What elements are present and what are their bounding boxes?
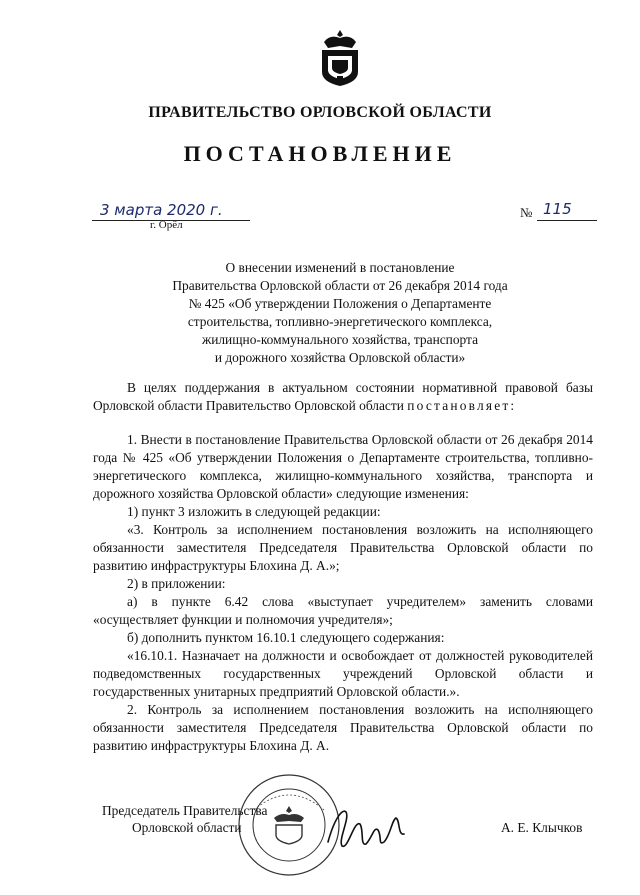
item-1-1-text: «3. Контроль за исполнением постановления возложить на исполняющего обязанности заместителя Председателя Правительства Орловской области по развитию инфраструктуры Блохина Д. А.»;	[93, 522, 593, 573]
signatory-title-line2: Орловской области	[132, 820, 242, 835]
organization-name: ПРАВИТЕЛЬСТВО ОРЛОВСКОЙ ОБЛАСТИ	[148, 104, 492, 121]
subject-line: Правительства Орловской области от 26 декабря 2014 года	[172, 278, 508, 293]
item-1-2-b: б) дополнить пунктом 16.10.1 следующего содержания:	[127, 630, 445, 645]
item-1-2-b-text: «16.10.1. Назначает на должности и освобождает от должностей руководителей подведомственных государственных учреждений Орловской области и государственных унитарных предприятий Орловской области.».	[93, 648, 593, 699]
subject-line: и дорожного хозяйства Орловской области»	[214, 350, 466, 365]
subject-line: жилищно-коммунального хозяйства, транспорта	[201, 332, 479, 347]
document-body	[93, 379, 593, 755]
subject-line: строительства, топливно-энергетического комплекса,	[187, 314, 493, 329]
preamble-text: В целях поддержания в актуальном состоянии нормативной правовой базы Орловской области Правительство Орловской области	[93, 380, 593, 413]
handwritten-number: 115	[543, 200, 572, 218]
document-type-title: ПОСТАНОВЛЕНИЕ	[183, 141, 457, 166]
item-1-2: 2) в приложении:	[127, 576, 226, 591]
coat-of-arms-emblem	[318, 28, 362, 88]
item-2: 2. Контроль за исполнением постановления возложить на исполняющего обязанности заместителя Председателя Правительства Орловской области по развитию инфраструктуры Блохина Д. А.	[93, 702, 593, 753]
paragraph-gap	[93, 415, 593, 431]
subject-line: № 425 «Об утверждении Положения о Департаменте	[188, 296, 492, 311]
item-1-2-a: а) в пункте 6.42 слова «выступает учредителем» заменить словами «осуществляет функции и полномочия учредителя»;	[93, 594, 593, 627]
item-1-1: 1) пункт 3 изложить в следующей редакции:	[127, 504, 381, 519]
handwritten-signature	[320, 790, 420, 860]
handwritten-date: 3 марта 2020 г.	[100, 201, 223, 219]
item-1: 1. Внести в постановление Правительства Орловской области от 26 декабря 2014 года № 425 «Об утверждении Положения о Департаменте строительства, топливно-энергетического комплекса, жилищно-коммунального хозяйства, транспорта и дорожного хозяйства Орловской области» следующие изменения:	[93, 432, 593, 501]
document-subject	[120, 259, 560, 367]
signatory-title-line1: Председатель Правительства	[102, 803, 268, 818]
number-label: №	[520, 205, 533, 220]
subject-line: О внесении изменений в постановление	[225, 260, 455, 275]
preamble-paragraph	[93, 379, 593, 415]
signatory-title	[102, 802, 267, 836]
preamble-verb: постановляет:	[407, 398, 517, 413]
city-label: г. Орёл	[150, 219, 183, 231]
signatory-name: А. Е. Клычков	[501, 820, 583, 835]
